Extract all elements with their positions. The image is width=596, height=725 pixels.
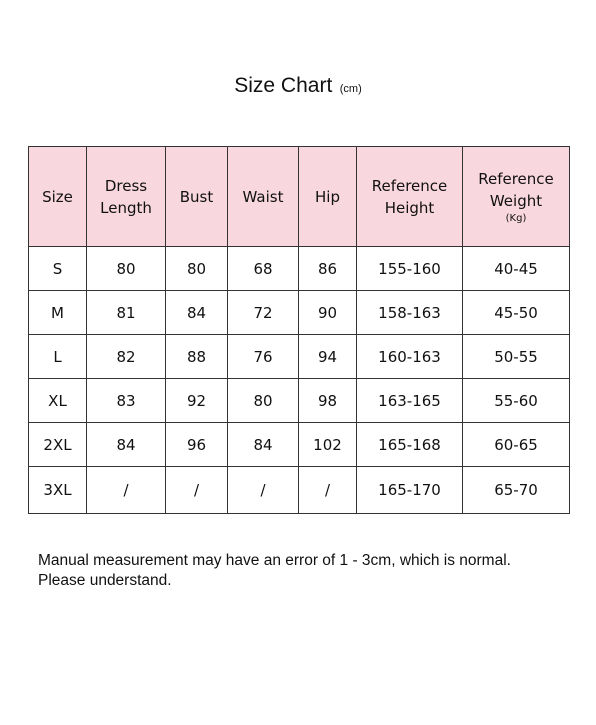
cell-size: M [29, 291, 87, 335]
cell-waist: 68 [228, 247, 299, 291]
cell-ref_height: 160-163 [357, 335, 463, 379]
cell-hip: 98 [299, 379, 357, 423]
cell-dress_length: 83 [87, 379, 166, 423]
cell-waist: 76 [228, 335, 299, 379]
note-line-2: Please understand. [38, 572, 172, 589]
table-row [29, 247, 570, 291]
cell-bust: 88 [166, 335, 228, 379]
cell-ref_height: 163-165 [357, 379, 463, 423]
cell-hip: 90 [299, 291, 357, 335]
table-row [29, 423, 570, 467]
cell-hip: 86 [299, 247, 357, 291]
header-ref_height-line: Height [384, 198, 435, 217]
cell-ref_height: 165-170 [357, 467, 463, 514]
cell-size: L [29, 335, 87, 379]
header-ref_weight-line: Reference [478, 169, 554, 188]
cell-ref_height: 155-160 [357, 247, 463, 291]
cell-waist: / [228, 467, 299, 514]
header-waist [228, 147, 299, 247]
table-row [29, 291, 570, 335]
cell-dress_length: 84 [87, 423, 166, 467]
header-dress_length-line: Dress [104, 176, 148, 195]
header-size [29, 147, 87, 247]
cell-ref_weight: 65-70 [463, 467, 570, 514]
header-waist-line: Waist [242, 187, 284, 206]
cell-ref_weight: 50-55 [463, 335, 570, 379]
cell-size: S [29, 247, 87, 291]
table-row [29, 379, 570, 423]
unit-label: (cm) [339, 83, 362, 95]
cell-hip: 94 [299, 335, 357, 379]
cell-size: XL [29, 379, 87, 423]
cell-waist: 84 [228, 423, 299, 467]
header-bust-line: Bust [179, 187, 214, 206]
header-ref_height [357, 147, 463, 247]
cell-bust: 96 [166, 423, 228, 467]
table-header [29, 147, 570, 247]
cell-ref_weight: 40-45 [463, 247, 570, 291]
header-hip-line: Hip [315, 187, 340, 206]
cell-dress_length: 80 [87, 247, 166, 291]
cell-size: 3XL [29, 467, 87, 514]
cell-ref_weight: 45-50 [463, 291, 570, 335]
header-ref_weight [463, 147, 570, 247]
cell-ref_height: 165-168 [357, 423, 463, 467]
table-body [29, 247, 570, 514]
header-dress_length-line: Length [100, 198, 152, 217]
title-text: Size Chart [234, 74, 333, 97]
measurement-note [38, 551, 578, 591]
header-bust [166, 147, 228, 247]
cell-waist: 80 [228, 379, 299, 423]
note-line-1: Manual measurement may have an error of 1 - 3cm, which is normal. [38, 552, 511, 569]
cell-waist: 72 [228, 291, 299, 335]
cell-dress_length: 82 [87, 335, 166, 379]
header-ref_weight-unit: (Kg) [505, 212, 527, 224]
table-row [29, 467, 570, 514]
header-size-line: Size [42, 187, 73, 206]
header-ref_height-line: Reference [371, 176, 448, 195]
cell-dress_length: / [87, 467, 166, 514]
cell-size: 2XL [29, 423, 87, 467]
header-hip [299, 147, 357, 247]
cell-bust: 80 [166, 247, 228, 291]
cell-ref_height: 158-163 [357, 291, 463, 335]
cell-ref_weight: 55-60 [463, 379, 570, 423]
cell-ref_weight: 60-65 [463, 423, 570, 467]
cell-bust: / [166, 467, 228, 514]
size-table [28, 146, 570, 514]
cell-bust: 92 [166, 379, 228, 423]
header-dress_length [87, 147, 166, 247]
header-ref_weight-line: Weight [489, 191, 543, 210]
cell-dress_length: 81 [87, 291, 166, 335]
table-row [29, 335, 570, 379]
cell-bust: 84 [166, 291, 228, 335]
cell-hip: 102 [299, 423, 357, 467]
header-row [29, 147, 570, 247]
chart-title [0, 74, 596, 98]
cell-hip: / [299, 467, 357, 514]
